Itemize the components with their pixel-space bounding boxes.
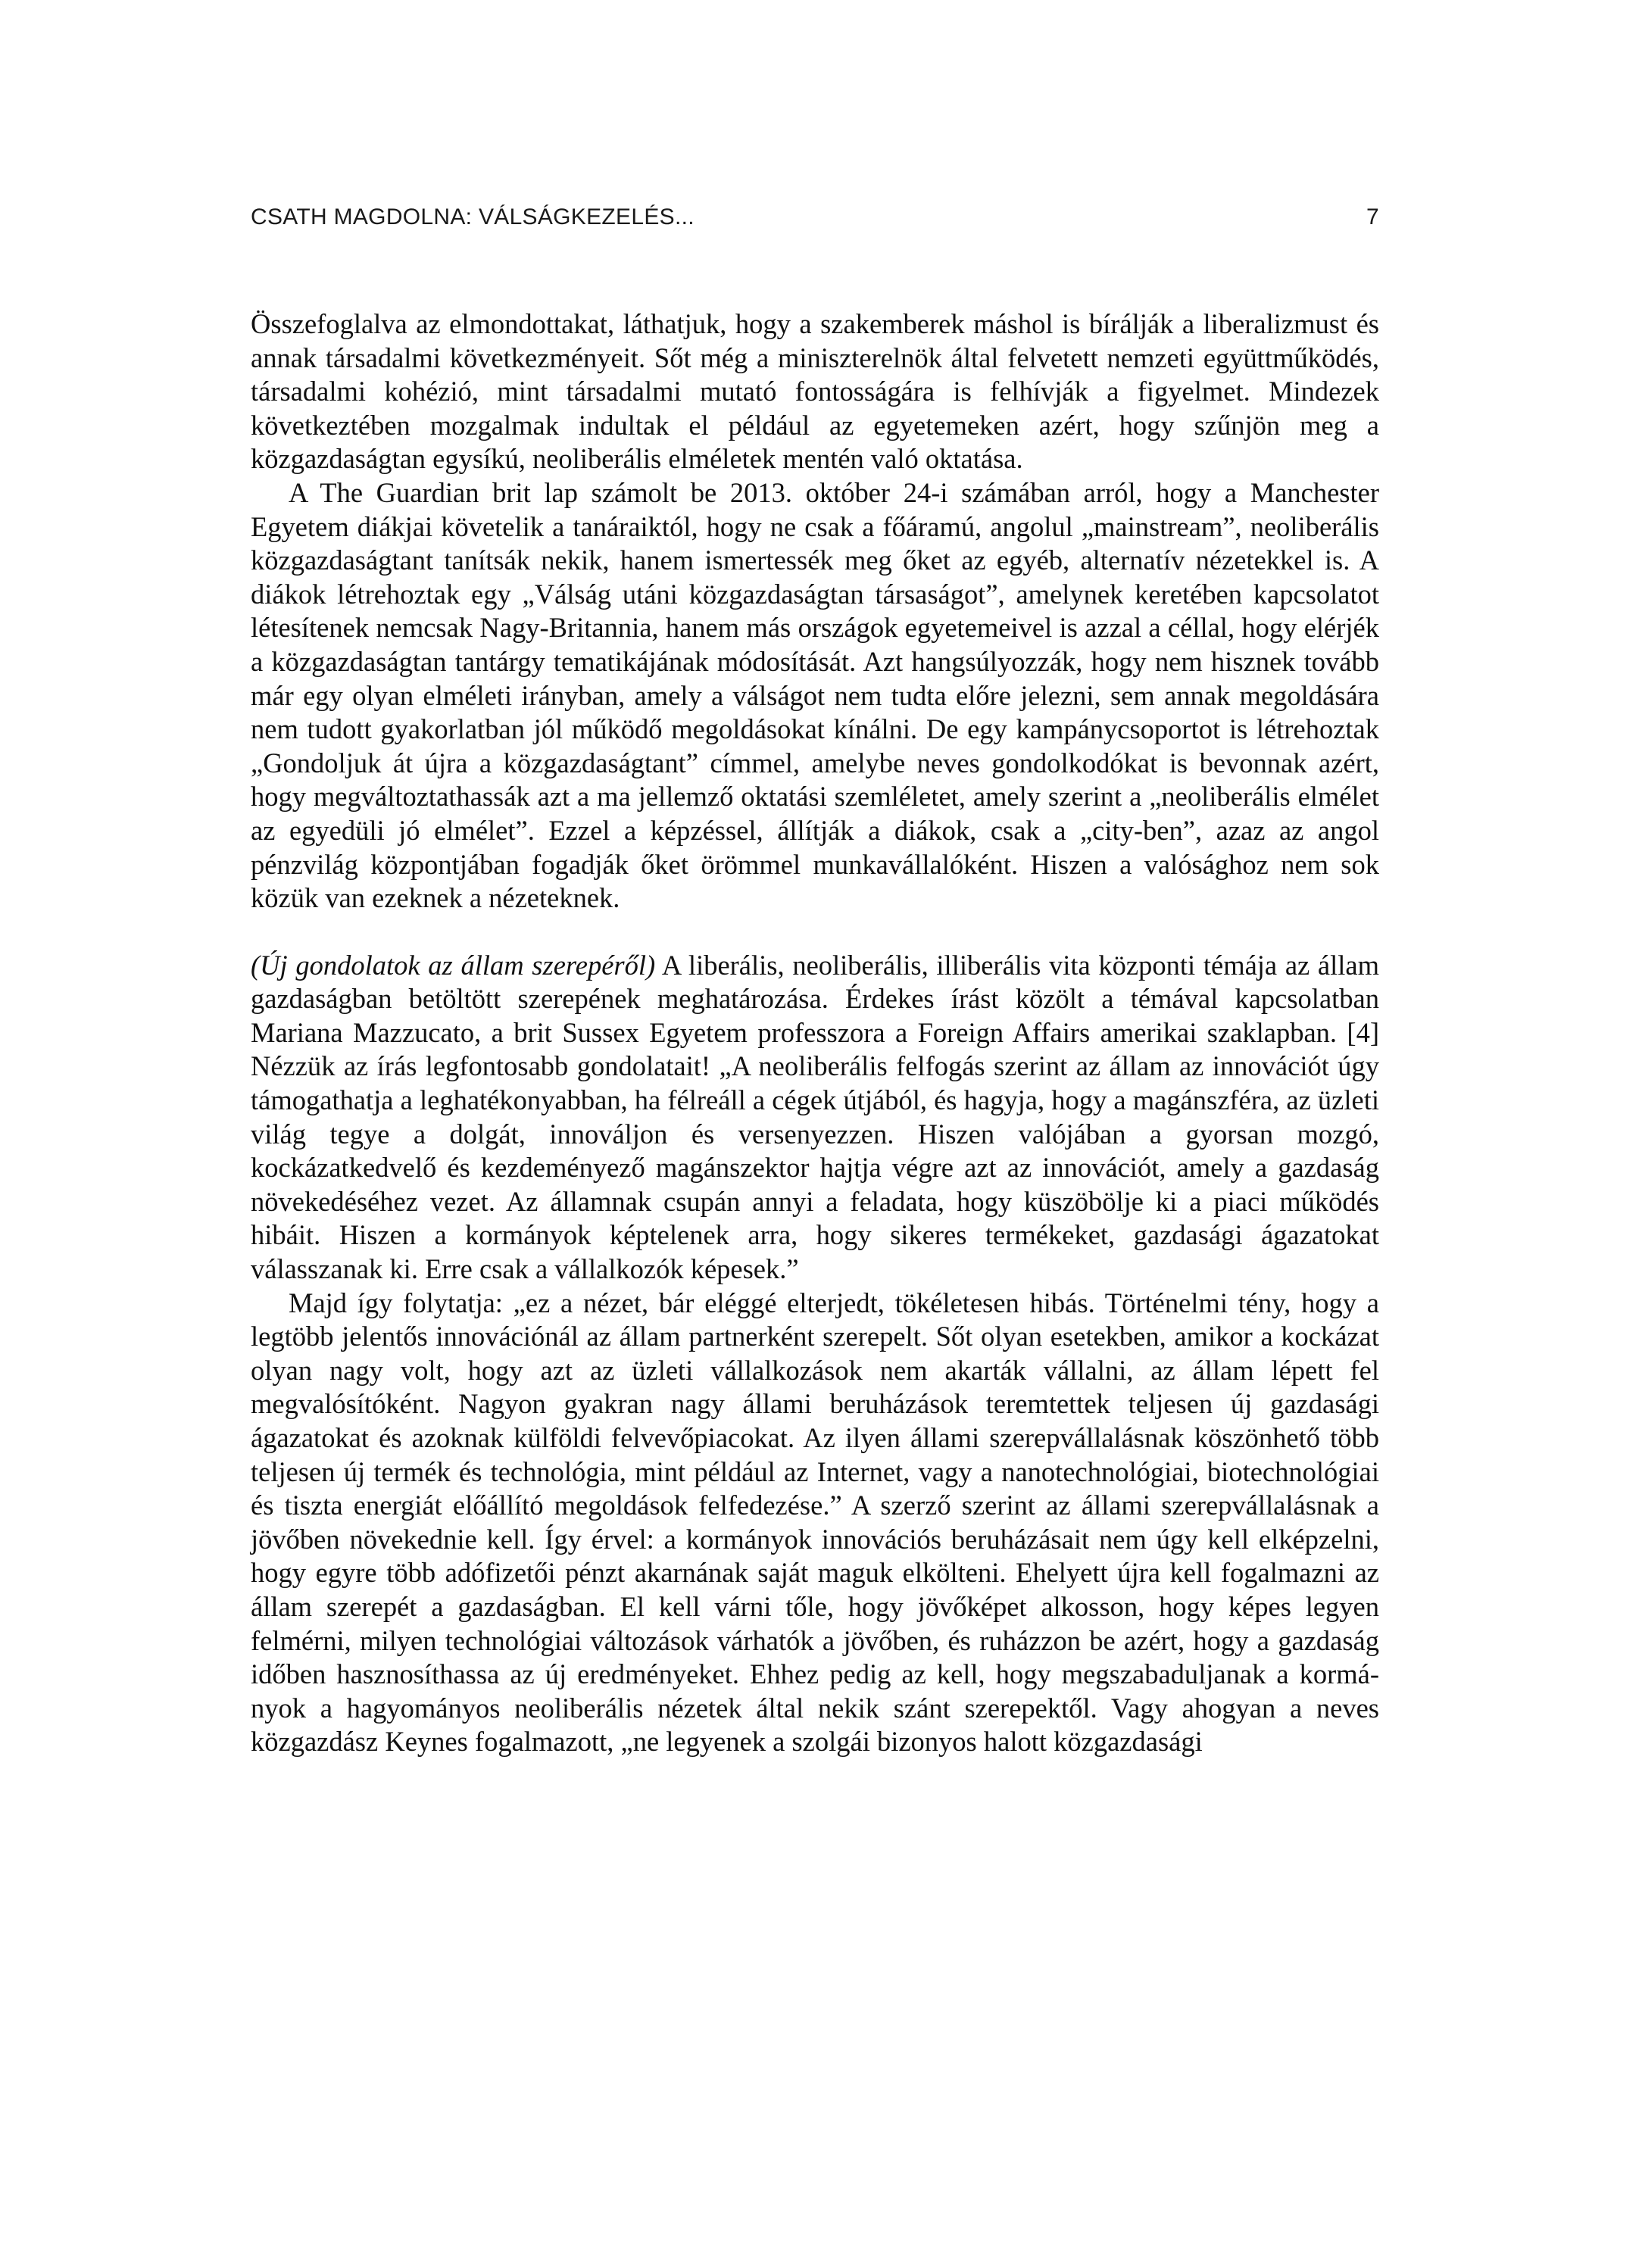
document-page (251, 204, 1379, 1759)
paragraph-state-role (251, 949, 1379, 1287)
paragraph-continuation: Majd így folytatja: „ez a nézet, bár eléggé elterjedt, tökéletesen hibás. Történelmi tény, hogy a legtöbb jelentős innovációnál az állam partnerként szerepelt. Sőt olyan esetekben, amikor a kockázat olyan nagy volt, hogy azt az üzleti vállalkozások nem akarták vállalni, az állam lépett fel megvalósítóként. Nagyon gyakran nagy állami beruházások teremtettek teljesen új gazdasági ágazatokat és azoknak külföldi felvevőpiacokat. Az ilyen állami szerepvállalásnak köszönhető több teljesen új termék és technológia, mint például az Internet, vagy a nanotechnológiai, biotechnológiai és tiszta energiát előállító megoldások felfedezése.” A szerző szerint az állami szerepvállalásnak a jövőben növekednie kell. Így érvel: a kormányok innovációs beruházásait nem úgy kell elképzelni, hogy egyre több adófizetői pénzt akarnának saját maguk elkölteni. Ehelyett újra kell fogalmazni az állam szerepét a gazdaságban. El kell várni tőle, hogy jövőképet alkosson, hogy képes legyen felmérni, milyen technológiai változások várhatók a jövőben, és ruházzon be azért, hogy a gazdaság időben hasznosíthassa az új eredményeket. Ehhez pedig az kell, hogy megszabaduljanak a kormányok a hagyományos neoliberális nézetek által nekik szánt szerepektől. Vagy ahogyan a neves közgazdász Keynes fogalmazott, „ne legyenek a szolgái bizonyos halott közgazdasági (251, 1287, 1379, 1758)
paragraph-guardian: A The Guardian brit lap számolt be 2013. október 24-i számában arról, hogy a Manchester Egyetem diákjai követelik a tanáraiktól, hogy ne csak a főáramú, angolul „mainstream”, neoliberális közgazdaságtant tanítsák nekik, hanem ismertessék meg őket az egyéb, alternatív nézetekkel is. A diákok létrehoztak egy „Válság utáni közgazdaságtan társaságot”, amelynek keretében kapcsolatot létesítenek nemcsak Nagy-Britannia, hanem más országok egyetemeivel is azzal a céllal, hogy elérjék a közgazdaságtan tantárgy tematikájának módosítását. Azt hangsúlyozzák, hogy nem hisznek tovább már egy olyan elméleti irányban, amely a válságot nem tudta előre jelezni, sem annak megoldására nem tudott gyakorlatban jól működő megoldásokat kínálni. De egy kampánycsoportot is létrehoztak „Gondoljuk át újra a közgazdaságtant” címmel, amelybe neves gondolkodókat is bevonnak azért, hogy megváltoztathassák azt a ma jellemző oktatási szemléletet, amely szerint a „neoliberális elmélet az egyedüli jó elmélet”. Ezzel a képzéssel, állítják a diákok, csak a „city-ben”, azaz az angol pénzvilág központjában fogadják őket örömmel munkavállalóként. Hiszen a valósághoz nem sok közük van ezeknek a nézeteknek. (251, 476, 1379, 914)
running-header (251, 204, 1379, 235)
paragraph-state-role-text: A liberális, neoliberális, illiberális vita központi témája az állam gazdaságban betöltött szerepének meghatározása. Érdekes írást közölt a témával kapcsolatban Mariana Mazzucato, a brit Sussex Egyetem professzora a Foreign Affairs amerikai szaklapban. [4] Nézzük az írás legfontosabb gondolatait! „A neoliberális felfogás szerint az állam az innovációt úgy támogathatja a leghatékonyabban, ha félreáll a cégek útjából, és hagyja, hogy a magánszféra, az üzleti világ tegye a dolgát, innováljon és versenyezzen. Hiszen valójában a gyorsan mozgó, kockázatkedvelő és kezdeményező magánszektor hajtja végre azt az innovációt, amely a gazdaság növekedéséhez vezet. Az államnak csupán annyi a feladata, hogy küszöbölje ki a piaci működés hibáit. Hiszen a kormányok képtelenek arra, hogy sikeres termékeket, gazdasági ágazatokat válasszanak ki. Erre csak a vállalkozók képesek.” (251, 949, 1380, 1285)
section-lead-heading: (Új gondolatok az állam szerepéről) (251, 949, 656, 981)
section-spacer (251, 916, 1379, 949)
paragraph-summary: Összefoglalva az elmondottakat, láthatjuk, hogy a szakemberek máshol is bírálják a liberalizmust és annak társadalmi következményeit. Sőt még a miniszterelnök által felvetett nemzeti együttműködés, társadalmi kohézió, mint társadalmi mutató fontosságára is felhívják a figyelmet. Mindezek következtében mozgalmak indultak el például az egyetemeken azért, hogy szűnjön meg a közgazdaságtan egysíkú, neoliberális elméletek mentén való oktatása. (251, 308, 1379, 475)
body-text (251, 307, 1379, 1759)
page-number: 7 (1366, 204, 1379, 229)
running-header-title: CSATH MAGDOLNA: VÁLSÁGKEZELÉS... (251, 204, 695, 229)
